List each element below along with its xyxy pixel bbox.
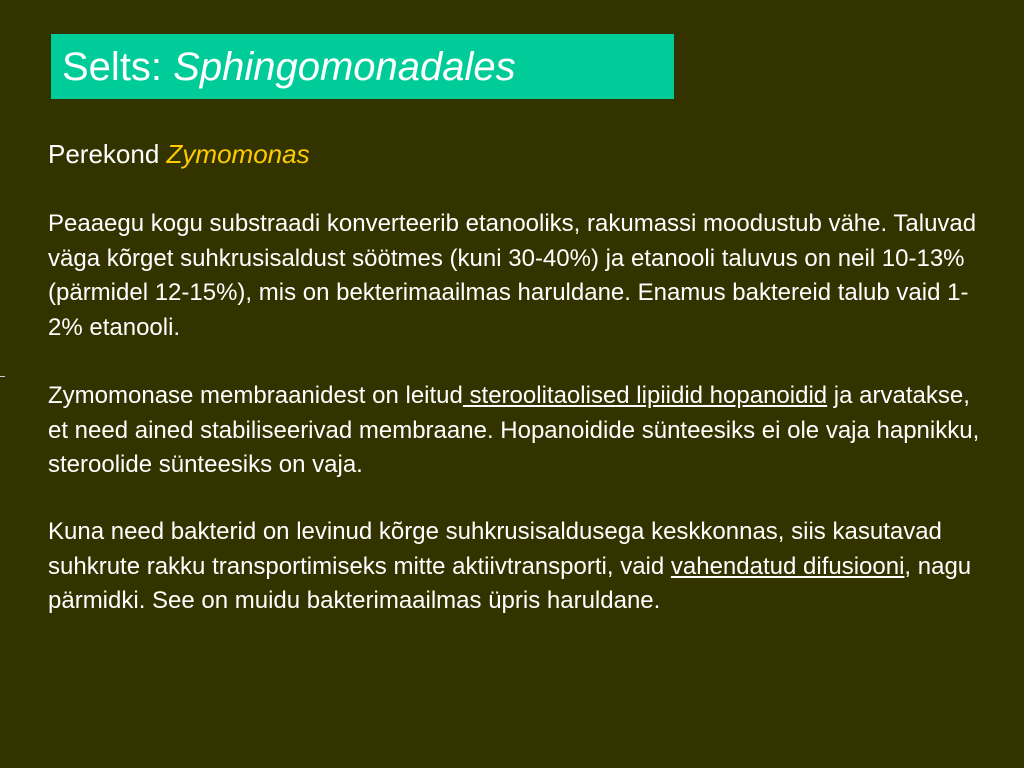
paragraph-sugar-transport-after: , nagu pärmidki. See on muidu bakterimaailmas üpris haruldane. — [48, 552, 972, 614]
genus-name: Zymomonas — [166, 139, 310, 169]
hopanoid-link[interactable]: steroolitaolised lipiidid hopanoidid — [462, 382, 828, 409]
paragraph-membrane-lipids-after: ja arvatakse, et need ained stabiliseerivad membraane. Hopanoidide sünteesiks ei ole vaja hapnikku, steroolide sünteesiks on vaja. — [48, 382, 980, 478]
paragraph-membrane-lipids-before: Zymomonase membraanidest on leitud — [48, 382, 463, 409]
paragraph-ethanol-tolerance: Peaaegu kogu substraadi konverteerib etanooliks, rakumassi moodustub vähe. Taluvad väga kõrget suhkrusisaldust söötmes (kuni 30-40%) ja etanooli taluvus on neil 10-13% (pärmidel 12-15%), mis on bekterimaailmas haruldane. Enamus baktereid talub vaid 1-2% etanooli. — [48, 210, 977, 341]
paragraph-sugar-transport — [48, 515, 988, 619]
paragraph-sugar-transport-before: Kuna need bakterid on levinud kõrge suhkrusisaldusega keskkonnas, siis kasutavad suhkrute rakku transportimiseks mitte aktiivtransporti, vaid — [48, 518, 942, 580]
genus-heading — [48, 136, 310, 172]
title-prefix: Selts: — [62, 44, 174, 89]
facilitated-diffusion-link[interactable]: vahendatud difusiooni — [670, 552, 905, 580]
slide-title — [62, 44, 516, 89]
edge-mark — [0, 376, 5, 377]
slide-title-box — [51, 34, 674, 99]
genus-heading-prefix: Perekond — [48, 139, 167, 169]
paragraph-membrane-lipids — [48, 379, 988, 483]
title-order-name: Sphingomonadales — [173, 44, 516, 89]
